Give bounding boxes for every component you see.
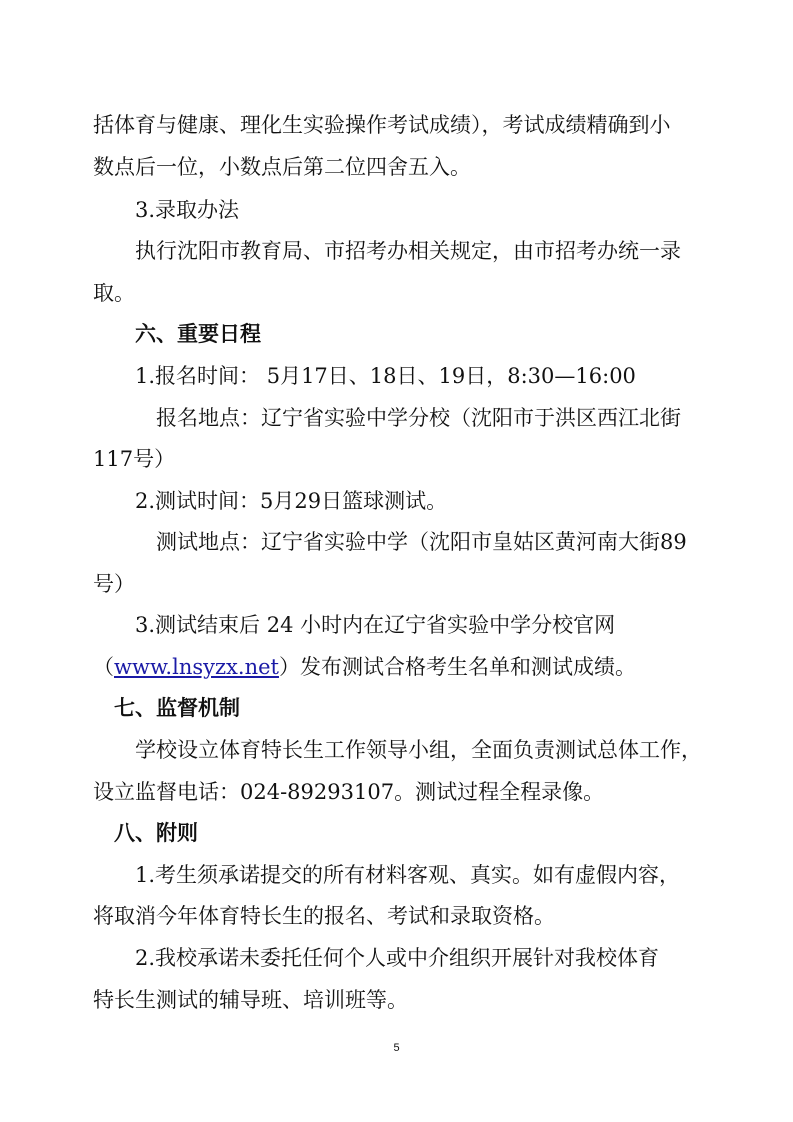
- text-line: 数点后一位，小数点后第二位四舍五入。: [93, 155, 471, 179]
- text-line: 报名地点：辽宁省实验中学分校（沈阳市于洪区西江北街: [156, 406, 681, 430]
- text-line: 号）: [93, 572, 135, 596]
- open-paren: （: [93, 655, 114, 679]
- text-line: 括体育与健康、理化生实验操作考试成绩），考试成绩精确到小: [93, 113, 671, 137]
- section-heading: 六、重要日程: [135, 321, 261, 346]
- text-line: [93, 654, 693, 680]
- text-line: 将取消今年体育特长生的报名、考试和录取资格。: [93, 904, 555, 928]
- text-line: 3.测试结束后 24 小时内在辽宁省实验中学分校官网: [135, 613, 616, 637]
- text-line: 设立监督电话：024-89293107。测试过程全程录像。: [93, 780, 605, 804]
- website-link[interactable]: www.lnsyzx.net: [114, 655, 279, 679]
- text-span: ）发布测试合格考生名单和测试成绩。: [278, 655, 636, 679]
- section-heading: 七、监督机制: [114, 695, 240, 720]
- text-line: 2.我校承诺未委托任何个人或中介组织开展针对我校体育: [135, 946, 660, 970]
- text-line: 特长生测试的辅导班、培训班等。: [93, 988, 408, 1012]
- text-line: 执行沈阳市教育局、市招考办相关规定，由市招考办统一录: [135, 239, 681, 263]
- subsection-heading: 3.录取办法: [135, 198, 240, 222]
- text-line: 2.测试时间：5月29日篮球测试。: [135, 489, 448, 513]
- section-heading: 八、附则: [114, 820, 198, 845]
- text-line: 测试地点：辽宁省实验中学（沈阳市皇姑区黄河南大街89: [156, 530, 687, 554]
- text-line: 1.考生须承诺提交的所有材料客观、真实。如有虚假内容，: [135, 863, 681, 887]
- text-line: 学校设立体育特长生工作领导小组，全面负责测试总体工作，: [135, 738, 702, 762]
- text-line: 117号）: [93, 447, 176, 471]
- text-line: 取。: [93, 281, 135, 305]
- text-line: 1.报名时间： 5月17日、18日、19日，8:30—16:00: [135, 364, 636, 388]
- page-number: 5: [393, 1042, 400, 1054]
